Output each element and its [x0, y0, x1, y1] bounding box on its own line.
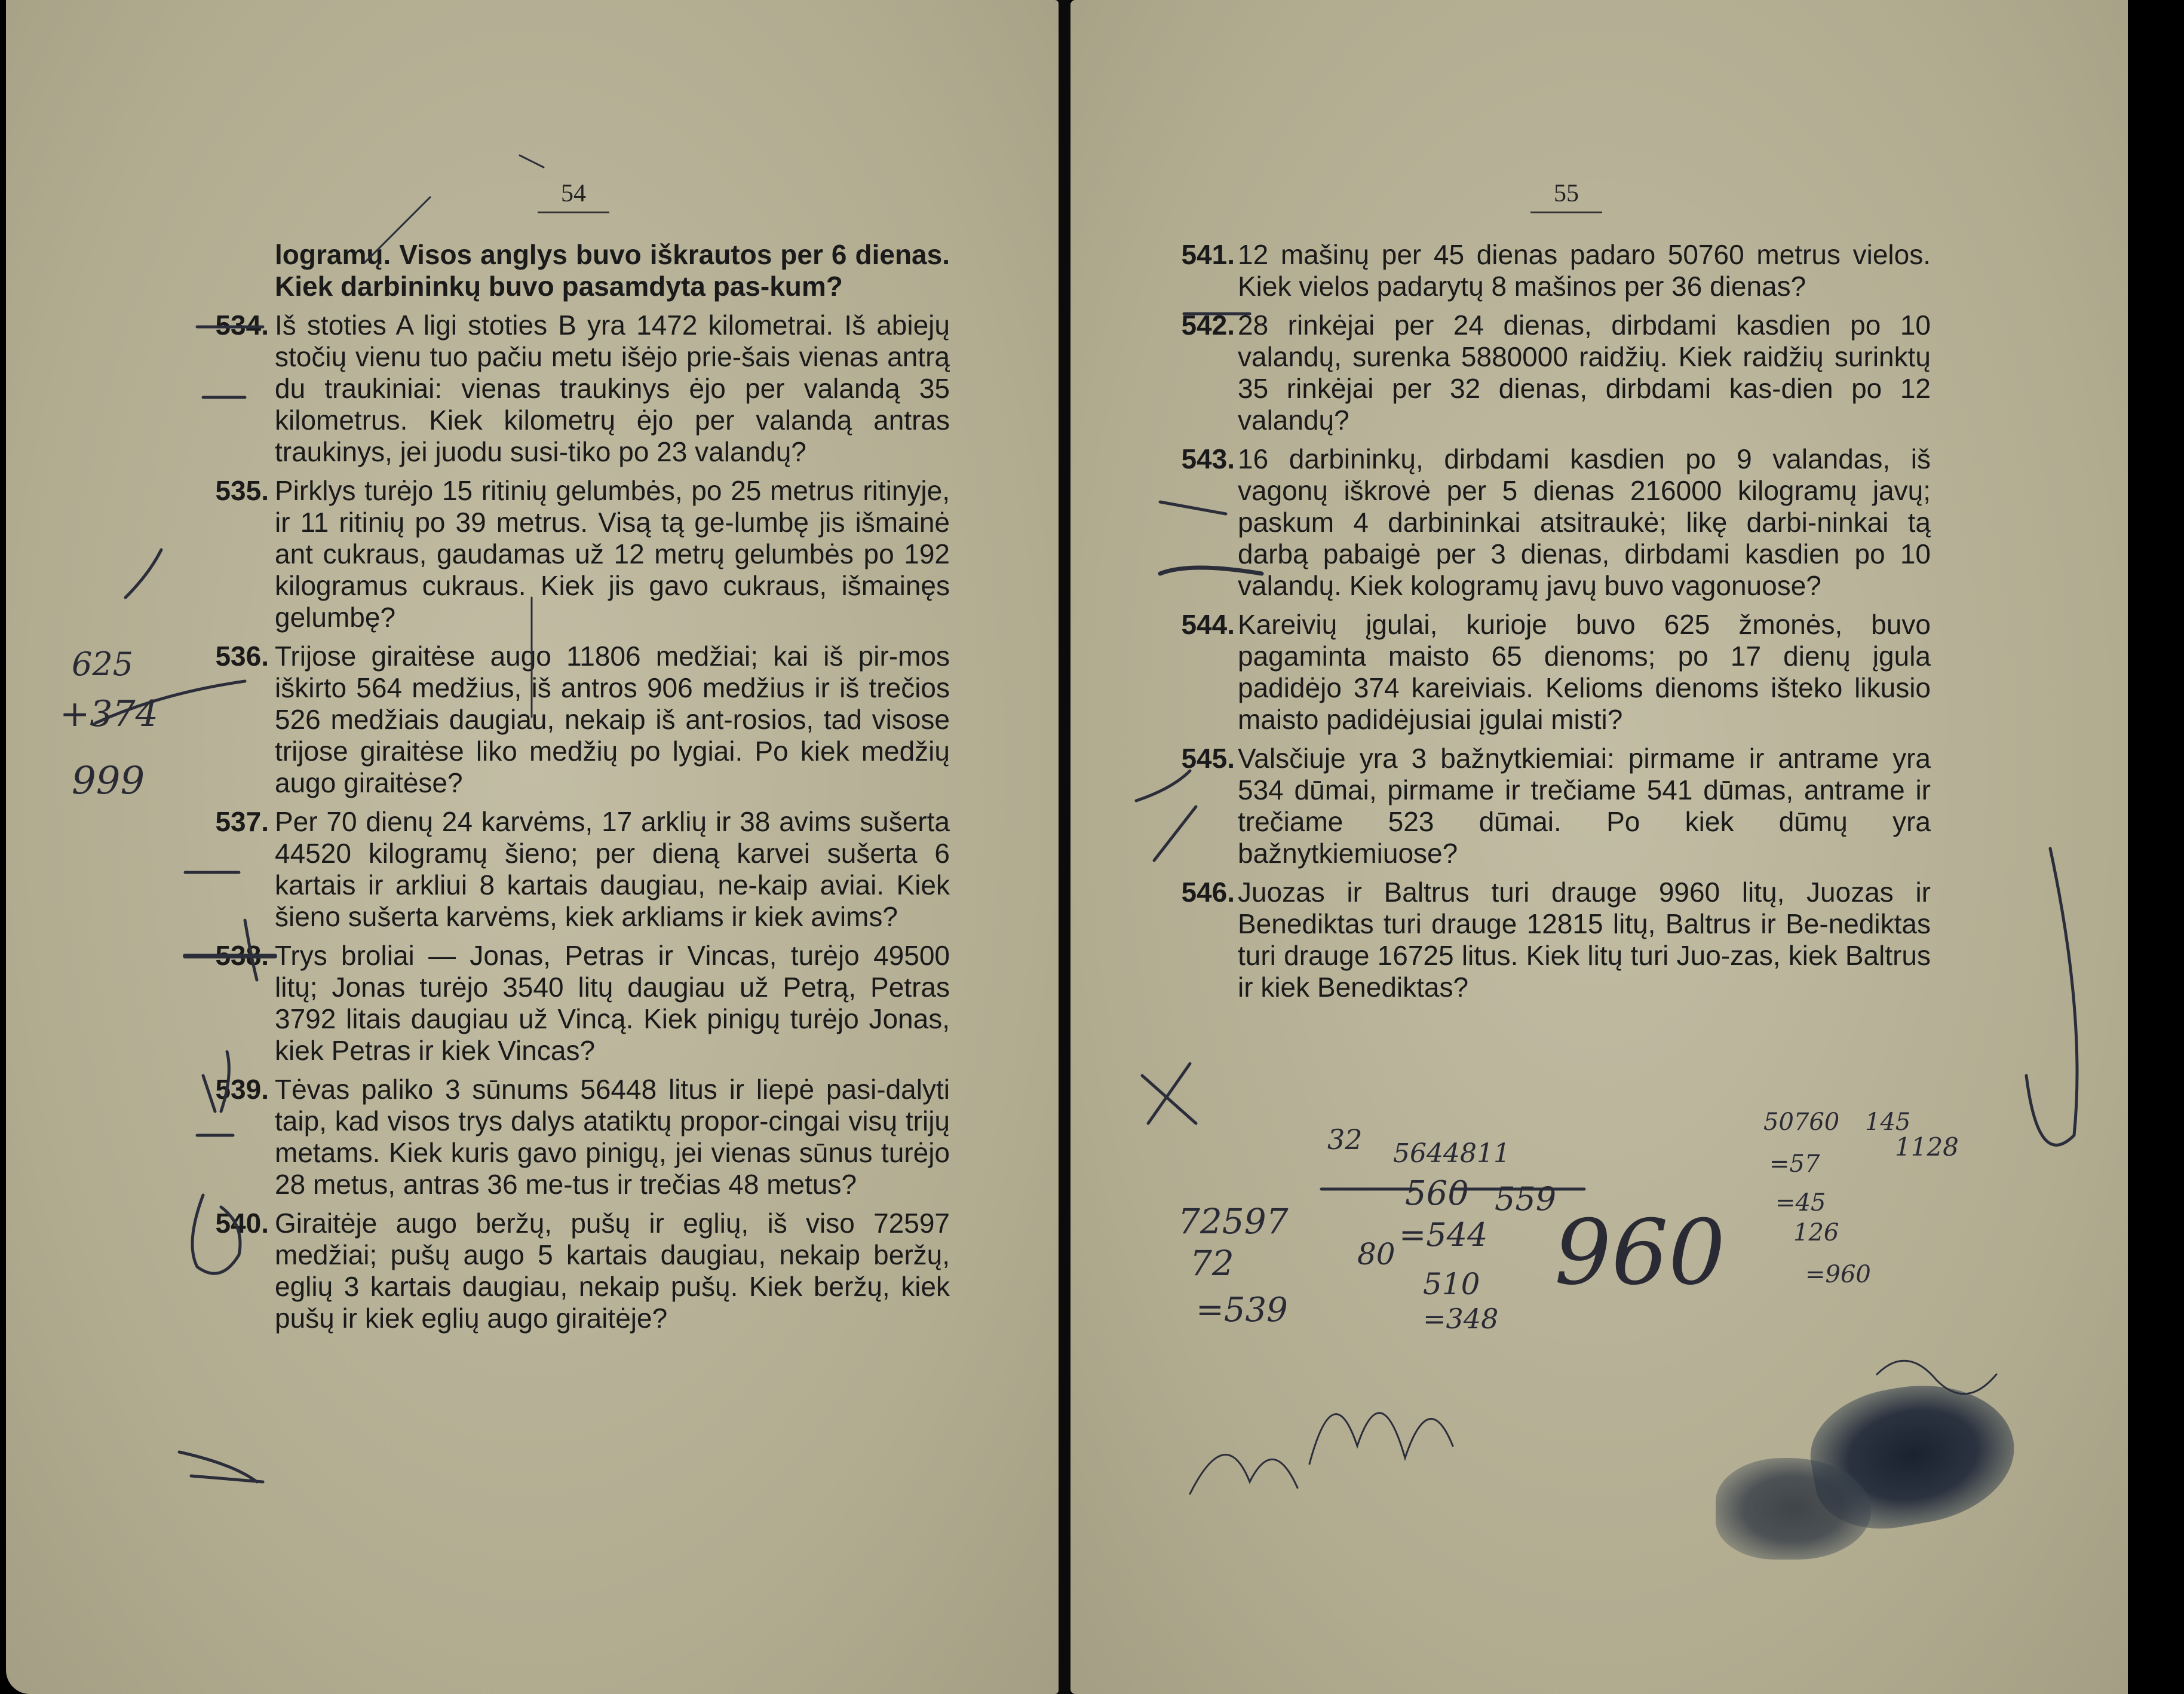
handwritten-number: 72	[1190, 1243, 1234, 1283]
handwritten-number: =57	[1769, 1150, 1820, 1178]
problem-text: Tėvas paliko 3 sūnums 56448 litus ir liepė pasi-dalyti taip, kad visos trys dalys atatiktų propor-cingai visų trijų metams. Kiek kuris gavo pinigų, jei vienas sūnus turėjo 28 metus, antras 36 me-tus ir trečias 48 metus?	[275, 1074, 950, 1200]
right-text-block	[1181, 239, 1931, 1010]
problem-538	[215, 940, 950, 1067]
book-spine	[1059, 0, 1070, 1694]
handwritten-number: 625	[72, 645, 134, 683]
problem-544	[1181, 609, 1931, 736]
problem-number: 541.	[1181, 239, 1235, 270]
handwritten-number: 559	[1495, 1180, 1557, 1218]
left-page	[6, 0, 1059, 1694]
page-number-right: 55	[1530, 179, 1602, 213]
problem-text: Trijose giraitėse augo 11806 medžiai; kai iš pir-mos iškirto 564 medžius, iš antros 906 medžius ir iš trečios 526 medžiais daugiau, nekaip iš ant-rosios, tad visose trijose giraitėse liko medžių po lygiai. Po kiek medžių augo giraitėse?	[275, 641, 950, 798]
problem-number: 537.	[215, 806, 269, 837]
problem-number: 545.	[1181, 743, 1235, 774]
handwritten-number: =45	[1775, 1189, 1826, 1217]
problem-text: Pirklys turėjo 15 ritinių gelumbės, po 25 metrus ritinyje, ir 11 ritinių po 39 metrus. Visą tą ge-lumbę jis išmainė ant cukraus, gaudamas už 12 metrų gelumbės po 192 kilogramus cukraus. Kiek jis gavo cukraus, išmainęs gelumbę?	[275, 475, 950, 633]
handwritten-number: 32	[1327, 1123, 1363, 1156]
problem-number: 535.	[215, 475, 269, 506]
handwritten-number: 1128	[1895, 1132, 1959, 1162]
problem-text: Trys broliai — Jonas, Petras ir Vincas, turėjo 49500 litų; Jonas turėjo 3540 litų daugiau už Petrą, Petras 3792 litais daugiau už Vincą. Kiek pinigų turėjo Jonas, kiek Petras ir kiek Vincas?	[275, 940, 950, 1066]
problem-text: 28 rinkėjai per 24 dienas, dirbdami kasdien po 10 valandų, surenka 5880000 raidžių. Kiek raidžių surinktų 35 rinkėjai per 32 dienas, dirbdami kas-dien po 12 valandų?	[1238, 310, 1931, 436]
page-number-left: 54	[538, 179, 609, 213]
handwritten-number: =544	[1399, 1216, 1488, 1254]
handwritten-number: 145	[1865, 1108, 1911, 1136]
handwritten-number: 960	[1554, 1201, 1726, 1305]
handwritten-number: =348	[1423, 1303, 1499, 1335]
left-text-block	[215, 239, 950, 1341]
handwritten-number: 80	[1357, 1237, 1395, 1272]
handwritten-number: 50760	[1763, 1108, 1840, 1136]
problem-number: 539.	[215, 1074, 269, 1105]
handwritten-number: 560	[1405, 1174, 1469, 1213]
problem-535	[215, 475, 950, 633]
problem-537	[215, 806, 950, 933]
problem-543	[1181, 443, 1931, 602]
problem-text: 16 darbininkų, dirbdami kasdien po 9 valandas, iš vagonų iškrovė per 5 dienas 216000 kilogramų javų; paskum 4 darbininkai atsitraukė; likę darbi-ninkai tą darbą pabaigė per 3 dienas, dirbdami kasdien po 10 valandų. Kiek kologramų javų buvo vagonuose?	[1238, 443, 1931, 601]
problem-text: Per 70 dienų 24 karvėms, 17 arklių ir 38 avims sušerta 44520 kilogramų šieno; per dieną karvei sušerta 6 kartais ir arkliui 8 kartais daugiau, ne-kaip aviai. Kiek šieno sušerta karvėms, kiek arkliams ir kiek avims?	[275, 806, 950, 932]
handwritten-number: =539	[1196, 1291, 1288, 1330]
problem-534	[215, 310, 950, 468]
problem-number: 534.	[215, 310, 269, 341]
problem-536	[215, 641, 950, 799]
handwritten-number: 72597	[1178, 1201, 1289, 1242]
problem-number: 536.	[215, 641, 269, 672]
problem-number: 538.	[215, 940, 269, 971]
problem-number: 546.	[1181, 877, 1235, 908]
problem-542	[1181, 310, 1931, 436]
problem-text: Valsčiuje yra 3 bažnytkiemiai: pirmame ir antrame yra 534 dūmai, pirmame ir trečiame 541 dūmas, antrame ir trečiame 523 dūmai. Po kiek dūmų yra bažnytkiemiuose?	[1238, 743, 1931, 869]
left-problem-list	[215, 310, 950, 1334]
problem-541	[1181, 239, 1931, 302]
problem-text: 12 mašinų per 45 dienas padaro 50760 metrus vielos. Kiek vielos padarytų 8 mašinos per 36 dienas?	[1238, 239, 1931, 302]
handwritten-number: 510	[1423, 1267, 1480, 1301]
problem-number: 543.	[1181, 443, 1235, 474]
problem-text: Giraitėje augo beržų, pušų ir eglių, iš viso 72597 medžiai; pušų augo 5 kartais daugiau, nekaip beržų, eglių 3 kartais daugiau, nekaip pušų. Kiek beržų, kiek pušų ir kiek eglių augo giraitėje?	[275, 1208, 950, 1334]
right-page	[1070, 0, 2128, 1694]
problem-text: Iš stoties A ligi stoties B yra 1472 kilometrai. Iš abiejų stočių vienu tuo pačiu metu išėjo prie-šais vienas antrą du traukiniai: vienas traukinys ėjo per valandą 35 kilometrus. Kiek kilometrų ėjo per valandą antras traukinys, jei juodu susi-tiko po 23 valandų?	[275, 310, 950, 467]
right-problem-list	[1181, 239, 1931, 1003]
problem-545	[1181, 743, 1931, 869]
problem-text: Juozas ir Baltrus turi drauge 9960 litų, Juozas ir Benediktas turi drauge 12815 litų, Baltrus ir Be-nediktas turi drauge 16725 litus. Kiek litų turi Juo-zas, kiek Baltrus ir kiek Benediktas?	[1238, 877, 1931, 1003]
handwritten-number: =960	[1805, 1261, 1871, 1288]
problem-number: 542.	[1181, 310, 1235, 341]
problem-546	[1181, 877, 1931, 1003]
handwritten-number: 999	[72, 759, 145, 803]
intro-text: logramų. Visos anglys buvo iškrautos per 6 dienas. Kiek darbininkų buvo pasamdyta pas-kum?	[275, 239, 950, 302]
problem-text: Kareivių įgulai, kurioje buvo 625 žmonės, buvo pagaminta maisto 65 dienoms; po 17 dienų įgula padidėjo 374 kareiviais. Kelioms dienoms išteko likusio maisto padidėjusiai įgulai misti?	[1238, 609, 1931, 735]
problem-539	[215, 1074, 950, 1200]
problem-540	[215, 1208, 950, 1334]
problem-number: 544.	[1181, 609, 1235, 640]
problem-number: 540.	[215, 1208, 269, 1239]
handwritten-number: +374	[60, 693, 158, 735]
handwritten-number: 5644811	[1393, 1138, 1510, 1169]
handwritten-number: 126	[1793, 1219, 1839, 1246]
